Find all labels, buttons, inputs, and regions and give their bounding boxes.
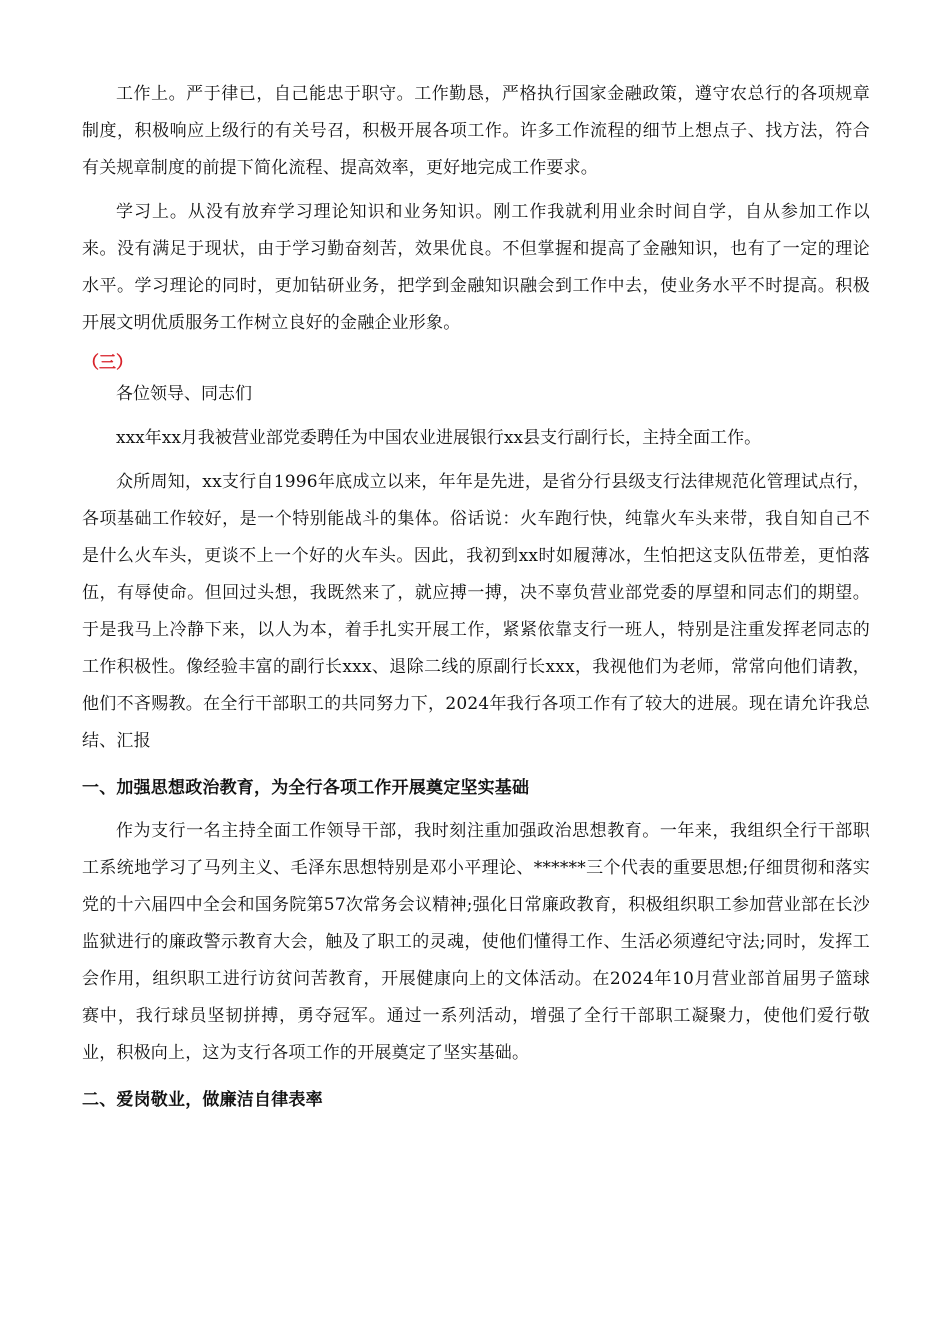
greeting-line: 各位领导、同志们 xyxy=(116,384,252,404)
heading-one: 一、加强思想政治教育，为全行各项工作开展奠定坚实基础 xyxy=(82,778,530,798)
paragraph-work: 工作上。严于律已，自己能忠于职守。工作勤恳，严格执行国家金融政策，遵守农总行的各项规章制度，积极响应上级行的有关号召，积极开展各项工作。许多工作流程的细节上想点子、找方法，符合有关规章制度的前提下简化流程、提高效率，更好地完成工作要求。 xyxy=(82,84,870,178)
paragraph-education: 作为支行一名主持全面工作领导干部，我时刻注重加强政治思想教育。一年来，我组织全行干部职工系统地学习了马列主义、毛泽东思想特别是邓小平理论、******三个代表的重要思想;仔细贯彻和落实党的十六届四中全会和国务院第57次常务会议精神;强化日常廉政教育，积极组织职工参加营业部在长沙监狱进行的廉政警示教育大会，触及了职工的灵魂，使他们懂得工作、生活必须遵纪守法;同时，发挥工会作用，组织职工进行访贫问苦教育，开展健康向上的文体活动。在2024年10月营业部首届男子篮球赛中，我行球员坚韧拼搏，勇夺冠军。通过一系列活动，增强了全行干部职工凝聚力，使他们爱行敬业，积极向上，这为支行各项工作的开展奠定了坚实基础。 xyxy=(82,821,870,1063)
section-marker: （三） xyxy=(82,353,133,373)
heading-two: 二、爱岗敬业，做廉洁自律表率 xyxy=(82,1090,323,1110)
paragraph-appointment: xxx年xx月我被营业部党委聘任为中国农业进展银行xx县支行副行长，主持全面工作。 xyxy=(116,428,762,448)
document-page xyxy=(82,76,870,1125)
paragraph-intro: 众所周知，xx支行自1996年底成立以来，年年是先进，是省分行县级支行法律规范化管理试点行，各项基础工作较好，是一个特别能战斗的集体。俗话说：火车跑行快，纯靠火车头来带，我自知自己不是什么火车头，更谈不上一个好的火车头。因此，我初到xx时如履薄冰，生怕把这支队伍带差，更怕落伍，有辱使命。但回过头想，我既然来了，就应搏一搏，决不辜负营业部党委的厚望和同志们的期望。于是我马上冷静下来，以人为本，着手扎实开展工作，紧紧依靠支行一班人，特别是注重发挥老同志的工作积极性。像经验丰富的副行长xxx、退除二线的原副行长xxx，我视他们为老师，常常向他们请教，他们不吝赐教。在全行干部职工的共同努力下，2024年我行各项工作有了较大的进展。现在请允许我总结、汇报 xyxy=(82,472,870,751)
paragraph-study: 学习上。从没有放弃学习理论知识和业务知识。刚工作我就利用业余时间自学，自从参加工作以来。没有满足于现状，由于学习勤奋刻苦，效果优良。不但掌握和提高了金融知识，也有了一定的理论水平。学习理论的同时，更加钻研业务，把学到金融知识融会到工作中去，使业务水平不时提高。积极开展文明优质服务工作树立良好的金融企业形象。 xyxy=(82,202,870,333)
